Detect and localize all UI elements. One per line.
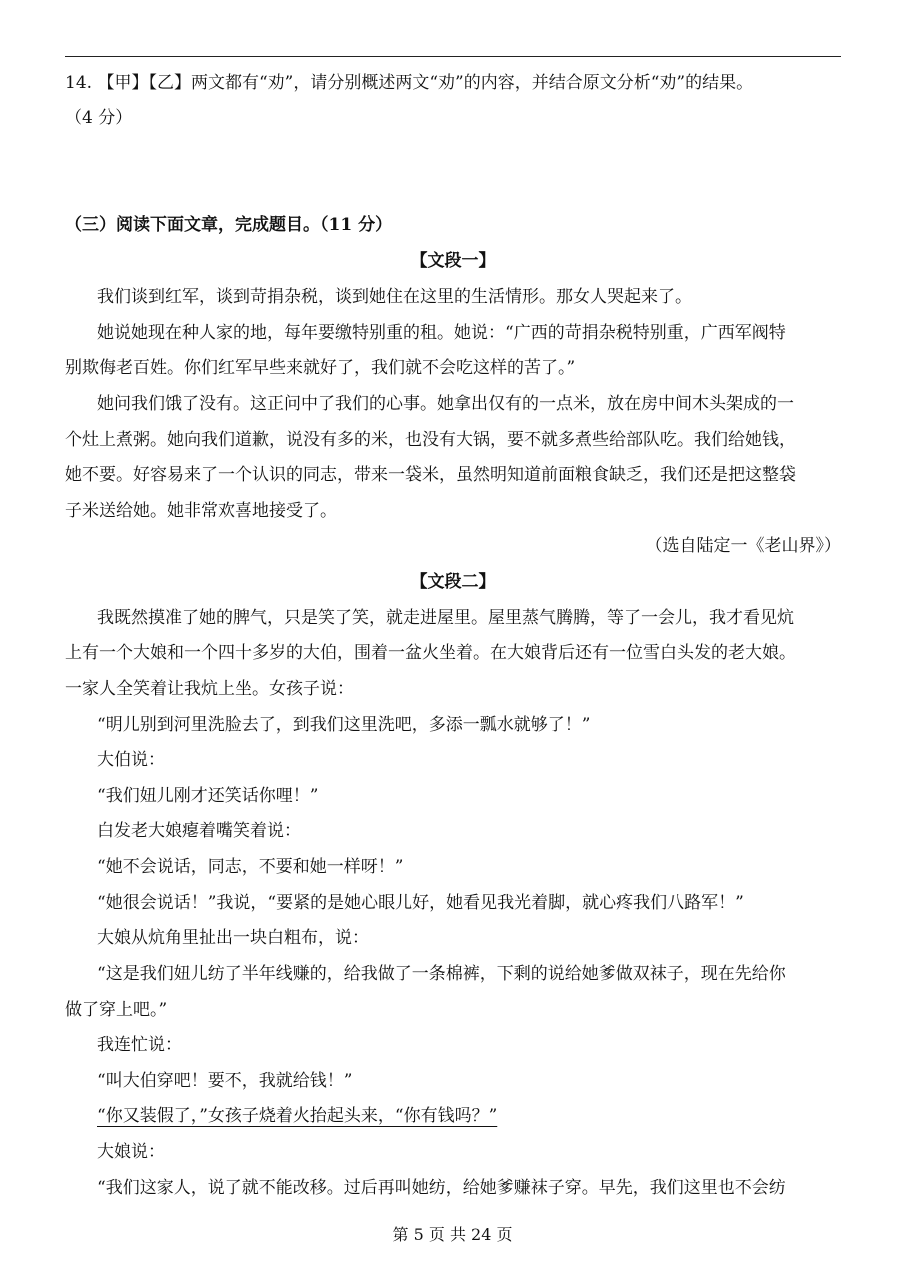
passage-1-title: 【文段一】 bbox=[410, 251, 496, 271]
passage-2-line: 我既然摸准了她的脾气，只是笑了笑，就走进屋里。屋里蒸气腾腾，等了一会儿，我才看见炕 bbox=[97, 608, 794, 628]
section-3-heading: （三）阅读下面文章，完成题目。（11 分） bbox=[65, 215, 393, 235]
passage-2-line: “她不会说话，同志，不要和她一样呀！” bbox=[97, 857, 404, 877]
passage-1-line: 别欺侮老百姓。你们红军早些来就好了，我们就不会吃这样的苦了。” bbox=[65, 358, 576, 378]
page-number: 第 5 页 共 24 页 bbox=[392, 1225, 513, 1244]
passage-2-line: “我们这家人，说了就不能改移。过后再叫她纺，给她爹赚袜子穿。早先，我们这里也不会纺 bbox=[97, 1178, 786, 1198]
passage-2-underlined-line: “你又装假了，”女孩子烧着火抬起头来，“你有钱吗？” bbox=[97, 1106, 498, 1126]
passage-1-line: 她问我们饿了没有。这正问中了我们的心事。她拿出仅有的一点米，放在房中间木头架成的一 bbox=[97, 394, 794, 414]
passage-2-line: “这是我们妞儿纺了半年线赚的，给我做了一条棉裤，下剩的说给她爹做双袜子，现在先给你 bbox=[97, 964, 786, 984]
passage-2-line: “我们妞儿刚才还笑话你哩！” bbox=[97, 786, 319, 806]
question-14-text: 14. 【甲】【乙】两文都有“劝”，请分别概述两文“劝”的内容，并结合原文分析“劝”的结果。 bbox=[65, 73, 754, 93]
passage-2-line: “叫大伯穿吧！要不，我就给钱！” bbox=[97, 1071, 353, 1091]
passage-1-line: 我们谈到红军，谈到苛捐杂税，谈到她住在这里的生活情形。那女人哭起来了。 bbox=[97, 287, 692, 307]
passage-2-line: 我连忙说： bbox=[97, 1035, 182, 1055]
passage-1-source: （选自陆定一《老山界》） bbox=[645, 536, 841, 556]
passage-1-line: 她不要。好容易来了一个认识的同志，带来一袋米，虽然明知道前面粮食缺乏，我们还是把这整袋 bbox=[65, 465, 796, 485]
passage-2-line: 大娘说： bbox=[97, 1142, 165, 1162]
passage-2-line: “她很会说话！”我说，“要紧的是她心眼儿好，她看见我光着脚，就心疼我们八路军！” bbox=[97, 893, 744, 913]
passage-2-line: 白发老大娘瘪着嘴笑着说： bbox=[97, 821, 301, 841]
passage-2-line: 大娘从炕角里扯出一块白粗布，说： bbox=[97, 928, 369, 948]
passage-1-line: 她说她现在种人家的地，每年要缴特别重的租。她说：“广西的苛捐杂税特别重，广西军阀特 bbox=[97, 323, 786, 343]
passage-2-line: 一家人全笑着让我炕上坐。女孩子说： bbox=[65, 679, 354, 699]
passage-2-line: “明儿别到河里洗脸去了，到我们这里洗吧，多添一瓢水就够了！” bbox=[97, 715, 591, 735]
top-divider bbox=[65, 56, 841, 57]
passage-2-line: 做了穿上吧。” bbox=[65, 1000, 168, 1020]
passage-2-line: 上有一个大娘和一个四十多岁的大伯，围着一盆火坐着。在大娘背后还有一位雪白头发的老大娘。 bbox=[65, 643, 796, 663]
passage-1-line: 子米送给她。她非常欢喜地接受了。 bbox=[65, 501, 337, 521]
question-14-score: （4 分） bbox=[65, 108, 133, 128]
passage-2-title: 【文段二】 bbox=[410, 572, 496, 592]
passage-1-line: 个灶上煮粥。她向我们道歉，说没有多的米，也没有大锅，要不就多煮些给部队吃。我们给她钱， bbox=[65, 430, 796, 450]
passage-2-line: 大伯说： bbox=[97, 750, 165, 770]
